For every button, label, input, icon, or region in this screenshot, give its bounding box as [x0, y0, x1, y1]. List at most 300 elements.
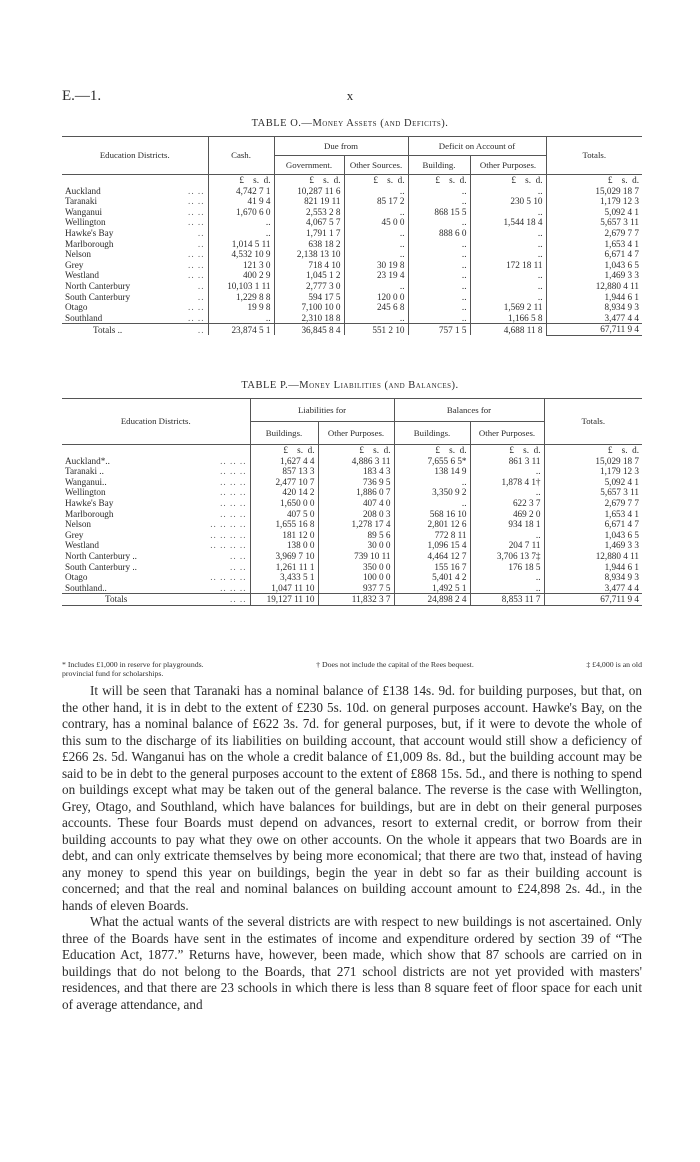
leader-dots: .. .. .. — [220, 466, 247, 477]
leader-dots: .. .. — [188, 270, 205, 281]
page-header — [62, 88, 638, 106]
totals-text: Totals .. — [93, 324, 123, 335]
table-p-cell-bo: 934 18 1 — [470, 519, 544, 530]
table-row — [62, 239, 642, 250]
table-p-title-rest: Money Liabilities (and Balances). — [299, 380, 459, 391]
table-o-title-prefix: TABLE O.— — [251, 118, 313, 129]
table-p-unit-cell: £ s. d. — [470, 445, 544, 456]
table-p-cell-lb: 1,261 11 1 — [250, 562, 318, 573]
table-o-cell-gov: 4,067 5 7 — [274, 217, 344, 228]
table-row — [62, 207, 642, 218]
table-p-col-totals: Totals. — [544, 399, 642, 445]
district-label: Southland — [65, 312, 103, 323]
table-o-cell-tot: 12,880 4 11 — [546, 281, 642, 292]
table-row — [62, 509, 642, 520]
district-label: Wanganui — [65, 206, 103, 217]
table-p-cell-bo: 622 3 7 — [470, 498, 544, 509]
district-label: North Canterbury .. — [65, 550, 137, 561]
district-label: Auckland — [65, 185, 101, 196]
table-p-cell-bb: .. — [394, 477, 470, 488]
district-label: Wellington — [65, 487, 106, 498]
table-p-cell-lb: 3,433 5 1 — [250, 572, 318, 583]
table-o-cell-other: .. — [344, 249, 408, 260]
table-o-cell-other: .. — [344, 228, 408, 239]
table-o-cell-oth: .. — [470, 281, 546, 292]
table-o-cell-gov: 638 18 2 — [274, 239, 344, 250]
district-label: Hawke's Bay — [65, 497, 114, 508]
district-name — [62, 477, 250, 488]
district-name — [62, 456, 250, 467]
table-o-cell-gov: 2,310 18 8 — [274, 313, 344, 324]
table-p-cell-bo: 861 3 11 — [470, 456, 544, 467]
table-row — [62, 583, 642, 594]
table-p-cell-bb: 138 14 9 — [394, 466, 470, 477]
table-p-cell-bb: 2,801 12 6 — [394, 519, 470, 530]
table-o-cell-other: 85 17 2 — [344, 196, 408, 207]
table-p-col-district: Education Districts. — [62, 399, 250, 445]
table-o-cell-cash: 4,532 10 9 — [208, 249, 274, 260]
table-o-col-other-sources: Other Sources. — [344, 156, 408, 175]
totals-text: Totals — [105, 594, 128, 605]
district-label: Grey — [65, 259, 84, 270]
table-o-cell-gov: 1,791 1 7 — [274, 228, 344, 239]
table-p-col-liab-other: Other Purposes. — [318, 422, 394, 445]
table-o-cell-other: .. — [344, 186, 408, 197]
table-p-total-lb: 19,127 11 10 — [250, 594, 318, 606]
table-p-cell-lo: 1,886 0 7 — [318, 487, 394, 498]
district-label: Wellington — [65, 217, 106, 228]
table-o-cell-tot: 8,934 9 3 — [546, 302, 642, 313]
district-label: Hawke's Bay — [65, 227, 114, 238]
table-o-unit-cell: £ s. d. — [408, 175, 470, 186]
district-name — [62, 583, 250, 594]
table-p-cell-bb: 568 16 10 — [394, 509, 470, 520]
table-o-cell-bld: .. — [408, 260, 470, 271]
table-p-group-liabilities: Liabilities for — [250, 399, 394, 422]
district-name — [62, 239, 208, 250]
table-o-cell-gov: 7,100 10 0 — [274, 302, 344, 313]
district-label: Wanganui.. — [65, 476, 107, 487]
table-p-cell-bb: 1,096 15 4 — [394, 540, 470, 551]
table-p-cell-lo: 350 0 0 — [318, 562, 394, 573]
table-p-cell-bb: 155 16 7 — [394, 562, 470, 573]
leader-dots: .. .. — [230, 550, 247, 561]
district-label: Grey — [65, 529, 84, 540]
table-o-cell-tot: 1,043 6 5 — [546, 260, 642, 271]
district-name — [62, 487, 250, 498]
leader-dots: .. .. — [230, 561, 247, 572]
table-o-col-other-purposes: Other Purposes. — [470, 156, 546, 175]
table-o-cell-oth: .. — [470, 249, 546, 260]
table-p-cell-bo: 176 18 5 — [470, 562, 544, 573]
table-p-cell-tot: 5,092 4 1 — [544, 477, 642, 488]
table-o-cell-gov: 2,138 13 10 — [274, 249, 344, 260]
table-o-units-spacer — [62, 175, 208, 186]
table-p — [62, 398, 642, 606]
table-p-cell-lo: 89 5 6 — [318, 530, 394, 541]
table-o-total-oth: 4,688 11 8 — [470, 324, 546, 336]
table-o-cell-bld: .. — [408, 292, 470, 303]
table-p-cell-bb: 3,350 9 2 — [394, 487, 470, 498]
table-p-cell-lb: 857 13 3 — [250, 466, 318, 477]
district-name — [62, 509, 250, 520]
table-o-cell-cash: 4,742 7 1 — [208, 186, 274, 197]
table-o-cell-other: 30 19 8 — [344, 260, 408, 271]
table-o-cell-bld: .. — [408, 302, 470, 313]
table-row — [62, 292, 642, 303]
table-p-cell-lo: 100 0 0 — [318, 572, 394, 583]
table-row — [62, 572, 642, 583]
table-p-cell-bb: 4,464 12 7 — [394, 551, 470, 562]
district-name — [62, 281, 208, 292]
table-o-cell-gov: 10,287 11 6 — [274, 186, 344, 197]
table-p-col-bal-other: Other Purposes. — [470, 422, 544, 445]
table-o-cell-tot: 5,092 4 1 — [546, 207, 642, 218]
table-o-total-tot: 67,711 9 4 — [546, 324, 642, 336]
table-o-unit-cell: £ s. d. — [274, 175, 344, 186]
leader-dots: .. .. .. — [220, 476, 247, 487]
district-label: Westland — [65, 540, 99, 551]
table-o-unit-cell: £ s. d. — [208, 175, 274, 186]
table-o-group-due: Due from — [274, 137, 408, 156]
table-row — [62, 477, 642, 488]
table-o-cell-other: 245 6 8 — [344, 302, 408, 313]
table-o-col-building: Building. — [408, 156, 470, 175]
table-row — [62, 281, 642, 292]
district-label: Nelson — [65, 249, 92, 260]
table-o-group-deficit: Deficit on Account of — [408, 137, 546, 156]
leader-dots: .. .. — [188, 185, 205, 196]
paragraph-1: It will be seen that Taranaki has a nominal balance of £138 14s. 9d. for building purposes, but that, on the other hand, it is in debt to the extent of £230 5s. 10d. on general purposes account. Hawke's Bay, on the contrary, has a nominal balance of £622 3s. 7d. for general purposes, but, if it were to devote the whole of this sum to the discharge of its liabilities on building account, that account would still show a deficiency of £266 2s. 5d. Wanganui has on the whole a credit balance of £1,009 8s. 8d., but the building account may be said to be in debt to the general purposes account to the extent of £868 15s. 5d., and there is nothing to spend on buildings except what may be taken out of the general balance. The reverse is the case with Wellington, Grey, Otago, and Southland, which have balances for buildings, but are in debt on their general purposes accounts. These four Boards must depend on advances, resort to external credit, or borrow from their building accounts to pay what they owe on other accounts. On the whole it appears that two Boards are in debt, and can only extricate themselves by being more economical; that there are two that, instead of having any money to spend this year on buildings, begin the year in debt so far as their building account is concerned; and that the real and nominal balances on building account amount to £24,898 2s. 4d., in the hands of eleven Boards. — [62, 683, 642, 913]
table-p-cell-bo: 1,878 4 1† — [470, 477, 544, 488]
table-o-cell-bld: 868 15 5 — [408, 207, 470, 218]
table-p-cell-lb: 181 12 0 — [250, 530, 318, 541]
leader-dots: .. .. — [188, 249, 205, 260]
leader-dots: .. — [197, 238, 205, 249]
table-o-cell-other: .. — [344, 281, 408, 292]
table-p-cell-bb: 5,401 4 2 — [394, 572, 470, 583]
table-p-cell-tot: 15,029 18 7 — [544, 456, 642, 467]
table-o-cell-other: .. — [344, 313, 408, 324]
table-o-title — [62, 118, 638, 129]
table-o-cell-cash: 1,014 5 11 — [208, 239, 274, 250]
table-p-unit-cell: £ s. d. — [394, 445, 470, 456]
table-o-unit-cell: £ s. d. — [546, 175, 642, 186]
table-o-cell-bld: .. — [408, 186, 470, 197]
table-p-cell-bo: 204 7 11 — [470, 540, 544, 551]
table-o-cell-gov: 1,045 1 2 — [274, 270, 344, 281]
district-label: Auckland*.. — [65, 455, 110, 466]
leader-dots: .. .. .. — [220, 582, 247, 593]
table-p-cell-bo: 3,706 13 7‡ — [470, 551, 544, 562]
table-o-cell-tot: 3,477 4 4 — [546, 313, 642, 324]
table-o-cell-gov: 2,777 3 0 — [274, 281, 344, 292]
district-name — [62, 466, 250, 477]
table-o-cell-cash: .. — [208, 313, 274, 324]
table-p-cell-lo: 407 4 0 — [318, 498, 394, 509]
table-p-title-prefix: TABLE P.— — [241, 380, 300, 391]
table-o-cell-cash: 41 9 4 — [208, 196, 274, 207]
district-label: Southland.. — [65, 582, 107, 593]
page-number: x — [346, 88, 354, 103]
table-o-cell-oth: 1,166 5 8 — [470, 313, 546, 324]
district-name — [62, 302, 208, 313]
table-p-total-tot: 67,711 9 4 — [544, 594, 642, 606]
table-row — [62, 260, 642, 271]
table-o-total-cash: 23,874 5 1 — [208, 324, 274, 336]
table-p-cell-bo: .. — [470, 466, 544, 477]
table-row — [62, 313, 642, 324]
district-name — [62, 313, 208, 324]
table-p-group-balances: Balances for — [394, 399, 544, 422]
table-o-cell-cash: 1,670 6 0 — [208, 207, 274, 218]
table-o-cell-cash: 10,103 1 11 — [208, 281, 274, 292]
table-o-cell-other: 120 0 0 — [344, 292, 408, 303]
table-o-cell-other: 23 19 4 — [344, 270, 408, 281]
table-p-cell-bo: .. — [470, 572, 544, 583]
table-o-cell-oth: 1,569 2 11 — [470, 302, 546, 313]
table-o-cell-cash: 1,229 8 8 — [208, 292, 274, 303]
table-p-totals-row — [62, 594, 642, 606]
table-p-cell-tot: 1,043 6 5 — [544, 530, 642, 541]
table-p-cell-lo: 1,278 17 4 — [318, 519, 394, 530]
table-p-cell-lb: 1,627 4 4 — [250, 456, 318, 467]
district-label: Taranaki .. — [65, 466, 104, 477]
leader-dots: .. .. .. — [220, 487, 247, 498]
table-p-unit-cell: £ s. d. — [544, 445, 642, 456]
table-o-cell-bld: .. — [408, 249, 470, 260]
table-p-cell-lo: 4,886 3 11 — [318, 456, 394, 467]
district-name — [62, 519, 250, 530]
table-o-cell-bld: .. — [408, 313, 470, 324]
page-reference: E.—1. — [62, 88, 102, 104]
table-o-cell-bld: 888 6 0 — [408, 228, 470, 239]
table-o-cell-oth: .. — [470, 207, 546, 218]
table-o-cell-oth: .. — [470, 239, 546, 250]
district-name — [62, 540, 250, 551]
table-o-cell-tot: 5,657 3 11 — [546, 217, 642, 228]
table-o-cell-tot: 6,671 4 7 — [546, 249, 642, 260]
table-o-cell-cash: .. — [208, 228, 274, 239]
table-p-total-bb: 24,898 2 4 — [394, 594, 470, 606]
table-o-unit-cell: £ s. d. — [344, 175, 408, 186]
table-o-cell-bld: .. — [408, 196, 470, 207]
leader-dots: .. — [197, 291, 205, 302]
table-p-col-liab-buildings: Buildings. — [250, 422, 318, 445]
table-row — [62, 530, 642, 541]
leader-dots: .. .. .. — [220, 508, 247, 519]
table-p-cell-lo: 30 0 0 — [318, 540, 394, 551]
table-o-cell-oth: .. — [470, 186, 546, 197]
footnote-3: ‡ £4,000 is an old — [586, 660, 642, 669]
table-o-title-rest: Money Assets (and Deficits). — [312, 118, 449, 129]
table-p-col-bal-buildings: Buildings. — [394, 422, 470, 445]
table-row — [62, 562, 642, 573]
table-row — [62, 186, 642, 197]
table-o-cell-cash: 19 9 8 — [208, 302, 274, 313]
district-label: Marlborough — [65, 238, 114, 249]
district-name — [62, 260, 208, 271]
table-p-cell-lb: 1,650 0 0 — [250, 498, 318, 509]
table-p-cell-lb: 3,969 7 10 — [250, 551, 318, 562]
district-name — [62, 572, 250, 583]
table-o-cell-cash: 400 2 9 — [208, 270, 274, 281]
table-o-cell-tot: 1,944 6 1 — [546, 292, 642, 303]
table-p-total-bo: 8,853 11 7 — [470, 594, 544, 606]
leader-dots: .. .. — [188, 302, 205, 313]
table-o-total-other: 551 2 10 — [344, 324, 408, 336]
table-row — [62, 519, 642, 530]
leader-dots: .. — [197, 324, 205, 335]
table-row — [62, 498, 642, 509]
table-o-total-gov: 36,845 8 4 — [274, 324, 344, 336]
table-p-cell-lb: 1,655 16 8 — [250, 519, 318, 530]
leader-dots: .. .. — [188, 312, 205, 323]
table-p-cell-lb: 2,477 10 7 — [250, 477, 318, 488]
table-o-cell-cash: .. — [208, 217, 274, 228]
table-row — [62, 487, 642, 498]
table-o-cell-oth: 230 5 10 — [470, 196, 546, 207]
leader-dots: .. — [197, 227, 205, 238]
table-p-cell-tot: 1,469 3 3 — [544, 540, 642, 551]
district-name — [62, 530, 250, 541]
table-row — [62, 551, 642, 562]
table-p-cell-bb: 7,655 6 5* — [394, 456, 470, 467]
table-p-cell-lb: 1,047 11 10 — [250, 583, 318, 594]
table-o-totals-row — [62, 324, 642, 336]
table-o-cell-oth: .. — [470, 292, 546, 303]
district-label: Taranaki — [65, 196, 98, 207]
table-row — [62, 196, 642, 207]
district-name — [62, 249, 208, 260]
district-name — [62, 196, 208, 207]
leader-dots: .. .. .. .. — [210, 572, 247, 583]
district-name — [62, 270, 208, 281]
table-row — [62, 466, 642, 477]
table-row — [62, 228, 642, 239]
table-p-cell-bo: .. — [470, 487, 544, 498]
table-o-cell-bld: .. — [408, 239, 470, 250]
table-o-cell-gov: 594 17 5 — [274, 292, 344, 303]
district-label: Marlborough — [65, 508, 114, 519]
table-row — [62, 270, 642, 281]
leader-dots: .. .. — [230, 594, 247, 605]
table-o-cell-other: .. — [344, 239, 408, 250]
table-p-cell-tot: 6,671 4 7 — [544, 519, 642, 530]
table-o-cell-bld: .. — [408, 281, 470, 292]
table-o-col-government: Government. — [274, 156, 344, 175]
table-p-cell-tot: 8,934 9 3 — [544, 572, 642, 583]
table-o-cell-oth: .. — [470, 228, 546, 239]
table-p-title — [62, 380, 638, 391]
totals-label — [62, 324, 208, 336]
footnote-1: * Includes £1,000 in reserve for playgrounds. — [62, 660, 204, 669]
table-o-cell-tot: 2,679 7 7 — [546, 228, 642, 239]
table-p-cell-lo: 208 0 3 — [318, 509, 394, 520]
table-row — [62, 540, 642, 551]
table-o-col-district: Education Districts. — [62, 137, 208, 175]
table-o-cell-oth: 172 18 11 — [470, 260, 546, 271]
table-p-cell-lb: 420 14 2 — [250, 487, 318, 498]
table-p-units-spacer — [62, 445, 250, 456]
table-o-cell-other: .. — [344, 207, 408, 218]
table-p-cell-tot: 3,477 4 4 — [544, 583, 642, 594]
leader-dots: .. .. — [188, 206, 205, 217]
table-p-cell-tot: 12,880 4 11 — [544, 551, 642, 562]
table-p-cell-lo: 183 4 3 — [318, 466, 394, 477]
table-p-cell-tot: 1,179 12 3 — [544, 466, 642, 477]
table-o-cell-oth: 1,544 18 4 — [470, 217, 546, 228]
table-o-cell-tot: 1,653 4 1 — [546, 239, 642, 250]
table-o-cell-tot: 1,179 12 3 — [546, 196, 642, 207]
table-p-unit-cell: £ s. d. — [250, 445, 318, 456]
table-row — [62, 456, 642, 467]
leader-dots: .. .. .. .. — [210, 519, 247, 530]
table-p-total-lo: 11,832 3 7 — [318, 594, 394, 606]
leader-dots: .. — [197, 280, 205, 291]
table-p-cell-bb: 772 8 11 — [394, 530, 470, 541]
leader-dots: .. .. .. — [220, 497, 247, 508]
table-p-cell-tot: 1,653 4 1 — [544, 509, 642, 520]
district-label: Otago — [65, 302, 88, 313]
table-o-unit-cell: £ s. d. — [470, 175, 546, 186]
footnote-3-continued: provincial fund for scholarships. — [62, 669, 164, 678]
district-name — [62, 562, 250, 573]
table-o — [62, 136, 642, 336]
table-p-cell-lb: 407 5 0 — [250, 509, 318, 520]
table-p-cell-lo: 736 9 5 — [318, 477, 394, 488]
table-p-cell-lo: 937 7 5 — [318, 583, 394, 594]
district-label: Nelson — [65, 519, 92, 530]
table-o-cell-bld: .. — [408, 270, 470, 281]
table-o-cell-tot: 15,029 18 7 — [546, 186, 642, 197]
table-p-cell-bo: .. — [470, 530, 544, 541]
district-name — [62, 551, 250, 562]
table-p-cell-lb: 138 0 0 — [250, 540, 318, 551]
footnote-2: † Does not include the capital of the Rees bequest. — [316, 660, 474, 669]
footnotes — [62, 660, 642, 678]
table-o-units-row — [62, 175, 642, 186]
table-p-cell-bb: 1,492 5 1 — [394, 583, 470, 594]
table-p-cell-bo: 469 2 0 — [470, 509, 544, 520]
table-o-cell-gov: 821 19 11 — [274, 196, 344, 207]
table-p-cell-bb: .. — [394, 498, 470, 509]
district-label: Otago — [65, 572, 88, 583]
district-label: South Canterbury .. — [65, 561, 137, 572]
table-o-col-cash: Cash. — [208, 137, 274, 175]
table-row — [62, 302, 642, 313]
district-label: North Canterbury — [65, 280, 131, 291]
table-o-cell-gov: 718 4 10 — [274, 260, 344, 271]
leader-dots: .. .. — [188, 217, 205, 228]
district-label: South Canterbury — [65, 291, 131, 302]
body-text — [62, 683, 642, 1013]
table-p-units-row — [62, 445, 642, 456]
district-name — [62, 186, 208, 197]
leader-dots: .. .. — [188, 259, 205, 270]
table-row — [62, 249, 642, 260]
district-name — [62, 207, 208, 218]
district-name — [62, 498, 250, 509]
table-o-cell-gov: 2,553 2 8 — [274, 207, 344, 218]
leader-dots: .. .. — [188, 196, 205, 207]
table-p-cell-bo: .. — [470, 583, 544, 594]
table-o-cell-oth: .. — [470, 270, 546, 281]
table-o-cell-bld: .. — [408, 217, 470, 228]
table-p-cell-tot: 2,679 7 7 — [544, 498, 642, 509]
table-p-cell-lo: 739 10 11 — [318, 551, 394, 562]
table-o-cell-tot: 1,469 3 3 — [546, 270, 642, 281]
